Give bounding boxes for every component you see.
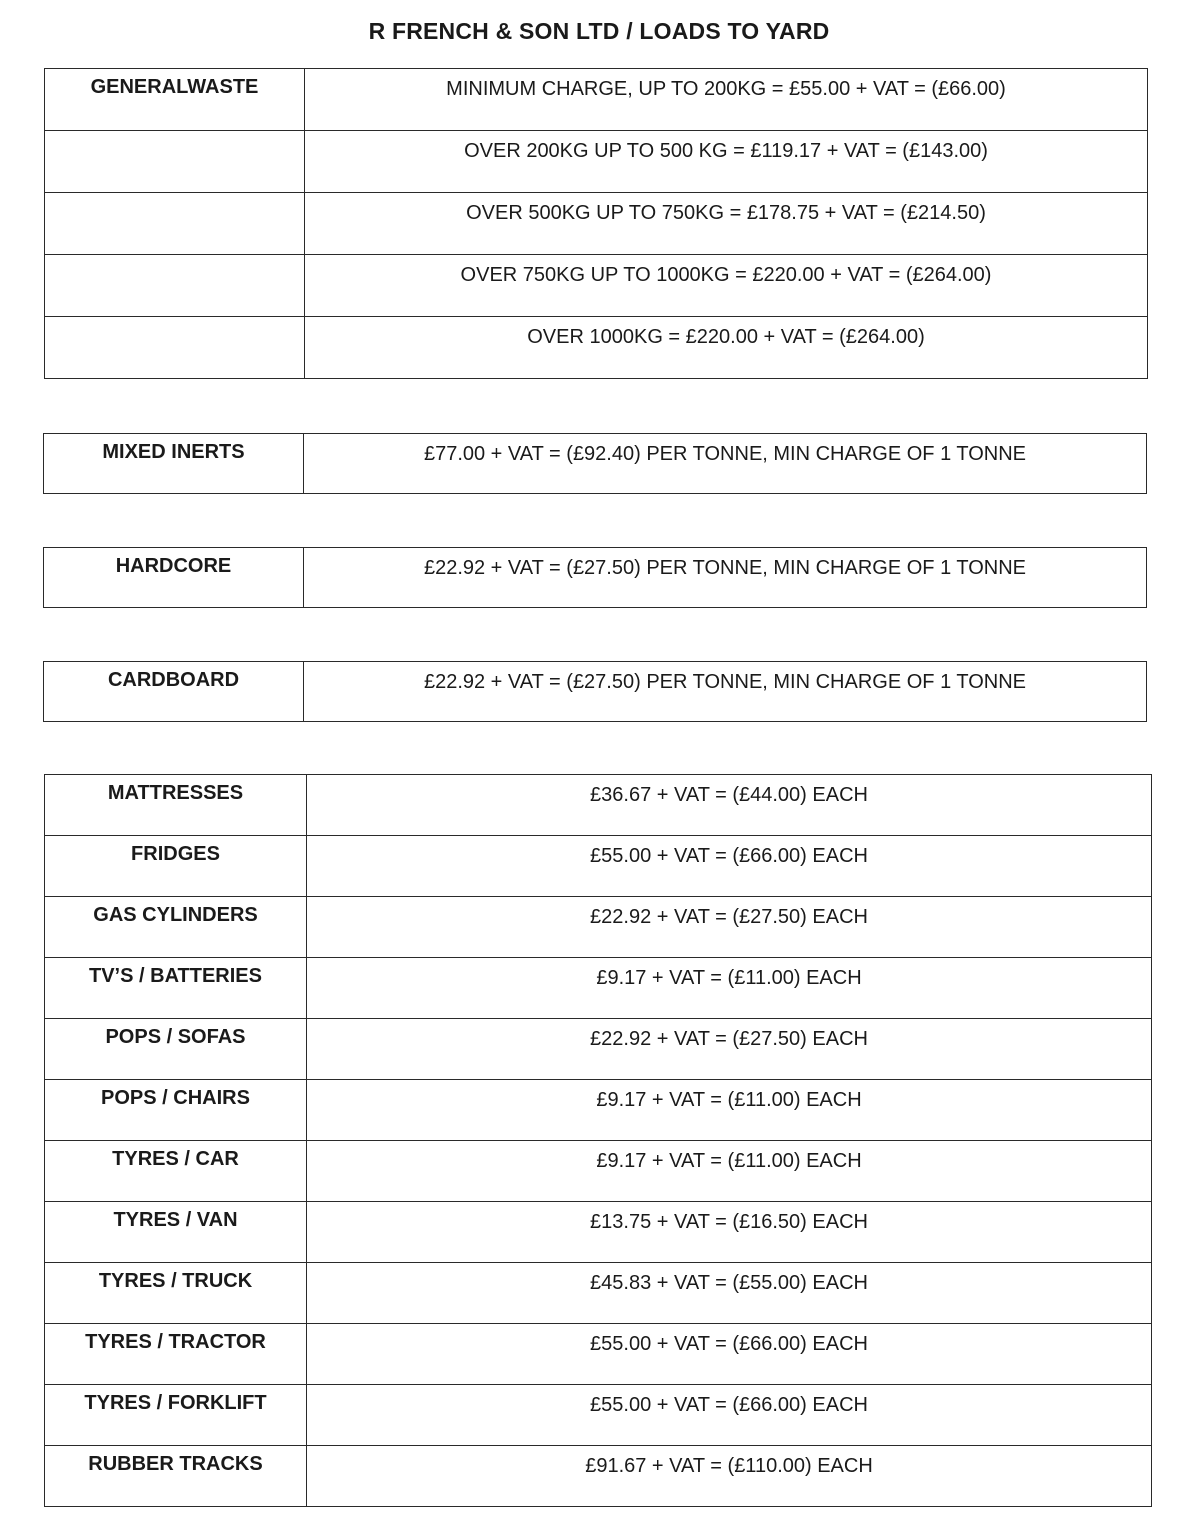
table-row <box>45 131 1148 193</box>
item-name: TYRES / FORKLIFT <box>45 1385 307 1446</box>
table-row <box>45 193 1148 255</box>
item-name: TYRES / TRACTOR <box>45 1324 307 1385</box>
price-cell: £45.83 + VAT = (£55.00) EACH <box>307 1263 1152 1324</box>
category-label: HARDCORE <box>44 548 304 608</box>
category-label: GENERALWASTE <box>45 69 305 131</box>
empty-cell <box>45 131 305 193</box>
price-cell: £55.00 + VAT = (£66.00) EACH <box>307 1385 1152 1446</box>
page-title: R FRENCH & SON LTD / LOADS TO YARD <box>368 18 830 44</box>
item-name: RUBBER TRACKS <box>45 1446 307 1507</box>
price-cell: £77.00 + VAT = (£92.40) PER TONNE, MIN CHARGE OF 1 TONNE <box>304 434 1147 494</box>
price-cell: £9.17 + VAT = (£11.00) EACH <box>307 1141 1152 1202</box>
table-row <box>45 958 1152 1019</box>
price-cell: £91.67 + VAT = (£110.00) EACH <box>307 1446 1152 1507</box>
item-name: TV’S / BATTERIES <box>45 958 307 1019</box>
table-row <box>44 662 1147 722</box>
table-row <box>44 548 1147 608</box>
hardcore-table <box>43 547 1147 608</box>
price-cell: £22.92 + VAT = (£27.50) PER TONNE, MIN CHARGE OF 1 TONNE <box>304 662 1147 722</box>
price-cell: OVER 500KG UP TO 750KG = £178.75 + VAT = (£214.50) <box>305 193 1148 255</box>
table-row <box>45 1141 1152 1202</box>
item-name: TYRES / CAR <box>45 1141 307 1202</box>
empty-cell <box>45 317 305 379</box>
general-waste-table <box>44 68 1148 379</box>
price-cell: £22.92 + VAT = (£27.50) EACH <box>307 897 1152 958</box>
table-row <box>45 1446 1152 1507</box>
mixed-inerts-table <box>43 433 1147 494</box>
item-name: MATTRESSES <box>45 775 307 836</box>
item-name: TYRES / VAN <box>45 1202 307 1263</box>
table-row <box>45 1202 1152 1263</box>
price-cell: £22.92 + VAT = (£27.50) EACH <box>307 1019 1152 1080</box>
price-cell: OVER 750KG UP TO 1000KG = £220.00 + VAT = (£264.00) <box>305 255 1148 317</box>
table-row <box>45 836 1152 897</box>
price-cell: £13.75 + VAT = (£16.50) EACH <box>307 1202 1152 1263</box>
price-cell: MINIMUM CHARGE, UP TO 200KG = £55.00 + VAT = (£66.00) <box>305 69 1148 131</box>
category-label: CARDBOARD <box>44 662 304 722</box>
table-row <box>45 69 1148 131</box>
price-cell: OVER 1000KG = £220.00 + VAT = (£264.00) <box>305 317 1148 379</box>
table-row <box>45 1080 1152 1141</box>
price-cell: OVER 200KG UP TO 500 KG = £119.17 + VAT = (£143.00) <box>305 131 1148 193</box>
category-label: MIXED INERTS <box>44 434 304 494</box>
table-row <box>45 255 1148 317</box>
price-cell: £55.00 + VAT = (£66.00) EACH <box>307 1324 1152 1385</box>
table-row <box>45 1385 1152 1446</box>
item-name: POPS / CHAIRS <box>45 1080 307 1141</box>
item-name: GAS CYLINDERS <box>45 897 307 958</box>
table-row <box>45 1324 1152 1385</box>
table-row <box>45 1263 1152 1324</box>
item-name: FRIDGES <box>45 836 307 897</box>
price-cell: £55.00 + VAT = (£66.00) EACH <box>307 836 1152 897</box>
price-cell: £9.17 + VAT = (£11.00) EACH <box>307 1080 1152 1141</box>
empty-cell <box>45 193 305 255</box>
price-cell: £36.67 + VAT = (£44.00) EACH <box>307 775 1152 836</box>
table-row <box>44 434 1147 494</box>
table-row <box>45 317 1148 379</box>
price-cell: £22.92 + VAT = (£27.50) PER TONNE, MIN CHARGE OF 1 TONNE <box>304 548 1147 608</box>
empty-cell <box>45 255 305 317</box>
table-row <box>45 897 1152 958</box>
item-name: POPS / SOFAS <box>45 1019 307 1080</box>
table-row <box>45 1019 1152 1080</box>
table-row <box>45 775 1152 836</box>
items-table <box>44 774 1152 1507</box>
price-cell: £9.17 + VAT = (£11.00) EACH <box>307 958 1152 1019</box>
cardboard-table <box>43 661 1147 722</box>
item-name: TYRES / TRUCK <box>45 1263 307 1324</box>
